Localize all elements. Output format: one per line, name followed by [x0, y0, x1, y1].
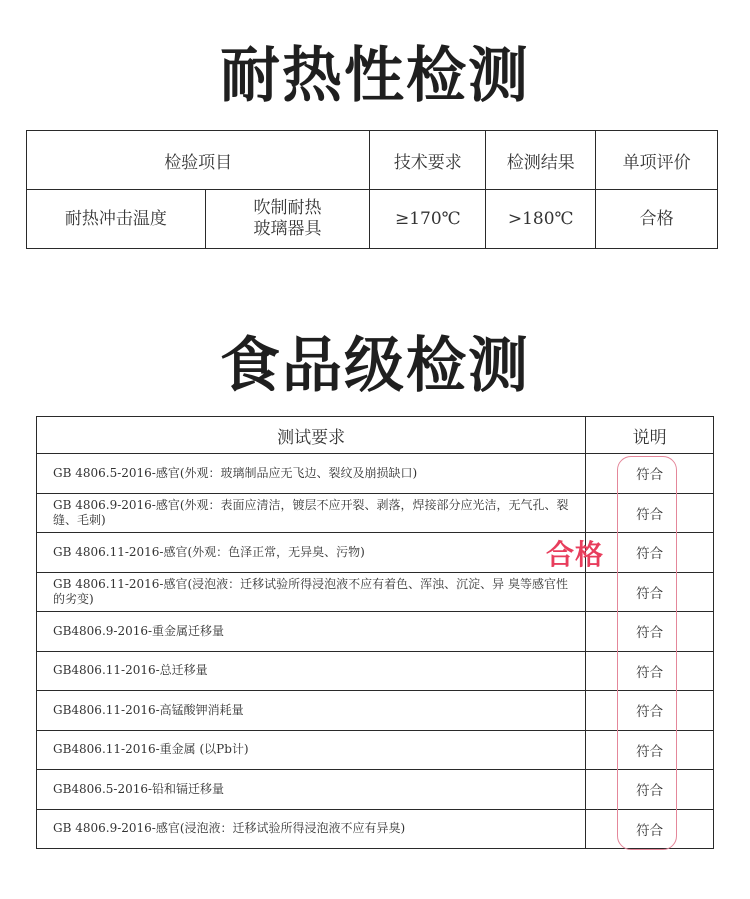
- table-row: [37, 454, 714, 494]
- sub-item-line1: 吹制耐热: [253, 198, 322, 218]
- cell-requirement: ≥170℃: [370, 190, 486, 249]
- header-evaluation: 单项评价: [596, 131, 718, 190]
- table-row: [37, 691, 714, 731]
- requirement-cell: GB 4806.5-2016-感官(外观：玻璃制品应无飞边、裂纹及崩损缺口): [37, 454, 586, 494]
- requirement-cell: GB4806.11-2016-重金属 (以Pb计): [37, 730, 586, 770]
- requirement-cell: GB4806.5-2016-铅和镉迁移量: [37, 770, 586, 810]
- heat-resistance-title: 耐热性检测: [220, 41, 530, 111]
- header-test-item: 检验项目: [27, 131, 370, 190]
- header-test-result: 检测结果: [486, 131, 596, 190]
- table-row: [37, 572, 714, 612]
- table-row: [37, 612, 714, 652]
- note-cell: 符合: [586, 730, 714, 770]
- table-row: [37, 533, 714, 573]
- table-row: [37, 809, 714, 849]
- table-row: [37, 770, 714, 810]
- header-test-requirement: 测试要求: [37, 417, 586, 454]
- requirement-cell: GB4806.11-2016-高锰酸钾消耗量: [37, 691, 586, 731]
- cell-evaluation: 合格: [596, 190, 718, 249]
- heat-resistance-table: [26, 130, 718, 249]
- pass-stamp-label: 合格: [546, 538, 605, 571]
- highlight-oval: [617, 456, 677, 850]
- header-technical-requirement: 技术要求: [370, 131, 486, 190]
- heat-table-header-row: [27, 131, 718, 190]
- cell-sub-item: [205, 190, 370, 249]
- cell-item: 耐热冲击温度: [27, 190, 206, 249]
- note-cell: 符合: [586, 612, 714, 652]
- note-cell: 符合: [586, 572, 714, 612]
- requirement-cell: GB4806.11-2016-总迁移量: [37, 651, 586, 691]
- food-grade-title: 食品级检测: [220, 331, 530, 401]
- table-row: [37, 730, 714, 770]
- food-grade-table: [36, 416, 714, 849]
- food-table-header-row: [37, 417, 714, 454]
- note-cell: 符合: [586, 770, 714, 810]
- requirement-cell: GB4806.9-2016-重金属迁移量: [37, 612, 586, 652]
- note-cell: 符合: [586, 533, 714, 573]
- note-cell: 符合: [586, 651, 714, 691]
- sub-item-line2: 玻璃器具: [253, 219, 322, 239]
- requirement-cell: GB 4806.9-2016-感官(浸泡液：迁移试验所得浸泡液不应有异臭): [37, 809, 586, 849]
- cell-result: >180℃: [486, 190, 596, 249]
- table-row: [37, 493, 714, 533]
- requirement-cell: GB 4806.11-2016-感官(外观：色泽正常，无异臭、污物): [37, 533, 586, 573]
- note-cell: 符合: [586, 691, 714, 731]
- note-cell: 符合: [586, 809, 714, 849]
- note-cell: 符合: [586, 454, 714, 494]
- requirement-cell: GB 4806.11-2016-感官(浸泡液：迁移试验所得浸泡液不应有着色、浑浊、沉淀、异 臭等感官性的劣变): [37, 572, 586, 612]
- heat-table-row: [27, 190, 718, 249]
- header-note: 说明: [586, 417, 714, 454]
- requirement-cell: GB 4806.9-2016-感官(外观：表面应清洁，镀层不应开裂、剥落，焊接部分应光洁，无气孔、裂缝、毛刺): [37, 493, 586, 533]
- table-row: [37, 651, 714, 691]
- note-cell: 符合: [586, 493, 714, 533]
